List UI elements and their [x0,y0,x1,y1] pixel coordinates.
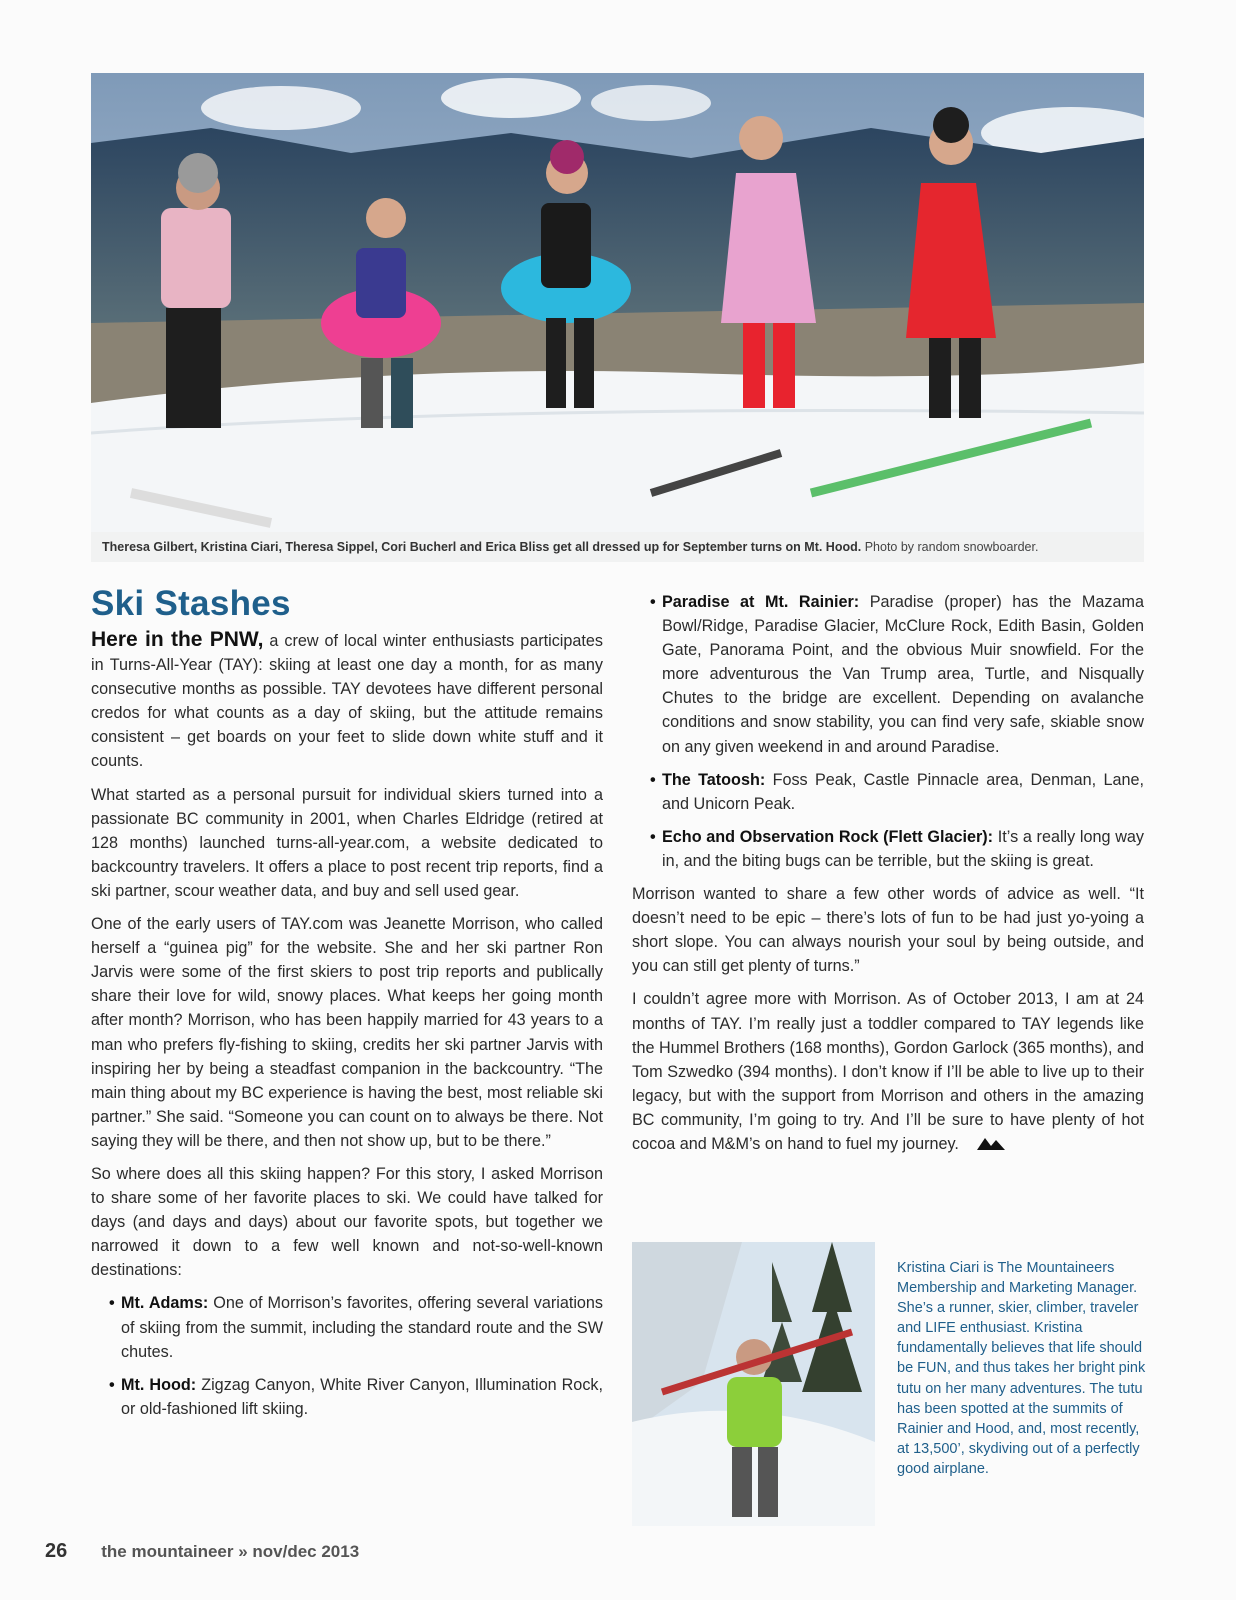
caption-credit: Photo by random snowboarder. [864,540,1039,554]
stash-description: It’s a really long way in, and the biting bugs can be terrible, but the skiing is great. [662,827,1145,870]
page-footer [45,1540,359,1563]
lead-in: Here in the PNW, [91,628,264,651]
page-number: 26 [45,1540,68,1562]
stash-description: Paradise (proper) has the Mazama Bowl/Ridge, Paradise Glacier, McClure Rock, Edith Basin, Golden Gate, Panorama Point, and the obvious Muir snowfield. For the more adventurous the Van Trump area, Turtle, and Nisqually Chutes to the bridge are excellent. Depending on avalanche conditions and snow stability, you can find very safe, skiable snow on any given weekend in and around Paradise. [662,593,1144,756]
list-item [662,825,1144,873]
article-right-column [632,590,1144,1166]
list-item [121,1373,603,1421]
article-left-column [91,580,603,1430]
author-photo [632,1242,875,1526]
stash-list [91,1291,603,1420]
skiers-illustration [91,73,1144,562]
author-illustration [632,1242,875,1526]
hero-photo [91,73,1144,562]
photo-caption [91,532,1144,562]
closing-paragraph [632,987,1144,1156]
paragraph: Morrison wanted to share a few other words of advice as well. “It doesn’t need to be epic – there’s lots of fun to be had just yo-yoing a short slope. You can always nourish your soul by being outside, and you can still get plenty of turns.” [632,885,1144,976]
article-title: Ski Stashes [91,584,291,623]
list-item [662,768,1144,816]
paragraph: What started as a personal pursuit for individual skiers turned into a passionate BC community in 2001, when Charles Eldridge (retired at 128 months) launched turns-all-year.com, a website dedicated to backcountry travelers. It offers a place to post recent trip reports, find a ski partner, scour weather data, and buy and sell used gear. [91,785,603,900]
list-item [662,590,1144,759]
stash-name: Paradise at Mt. Rainier: [662,593,860,611]
author-bio: Kristina Ciari is The Mountaineers Membership and Marketing Manager. She’s a runner, skier, climber, traveler and LIFE enthusiast. Kristina fundamentally believes that life should be FUN, and thus takes her bright pink tutu on her many adventures. The tutu has been spotted at the summits of Rainier and Hood, and, most recently, at 13,500’, skydiving out of a perfectly good airplane. [897,1260,1146,1477]
stash-name: Mt. Hood: [121,1375,197,1394]
caption-people: Theresa Gilbert, Kristina Ciari, Theresa Sippel, Cori Bucherl and Erica Bliss get all dressed up for September turns on Mt. Hood. [102,540,862,554]
intro-paragraph [91,628,603,774]
paragraph: One of the early users of TAY.com was Jeanette Morrison, who called herself a “guinea pig” for the website. She and her ski partner Ron Jarvis were some of the first skiers to post trip reports and publically share their love for wild, snowy places. What keeps her going month after month? Morrison, who has been happily married for 43 years to a man who prefers fly-fishing to skiing, credits her ski partner Jarvis with inspiring her by being a steadfast companion in the backcountry. “The main thing about my BC experience is having the best, most reliable ski partner.” She said. “Someone you can count on to always be there. Not saying they will be there, and then not show up, but to be there.” [91,915,603,1150]
stash-description: Foss Peak, Castle Pinnacle area, Denman, Lane, and Unicorn Peak. [662,770,1144,813]
stash-name: Mt. Adams: [121,1294,209,1313]
stash-description: One of Morrison’s favorites, offering several variations of skiing from the summit, including the standard route and the SW chutes. [121,1294,604,1361]
list-item [121,1291,603,1363]
closing-text: I couldn’t agree more with Morrison. As of October 2013, I am at 24 months of TAY. I’m really just a toddler compared to TAY legends like the Hummel Brothers (168 months), Gordon Garlock (365 months), and Tom Szwedko (394 months). I don’t know if I’ll be able to live up to their legacy, but with the support from Morrison and others in the amazing BC community, I’m going to try. And I’ll be sure to have plenty of hot cocoa and M&M’s on hand to fuel my journey. [632,990,1144,1153]
mountain-end-icon [977,1133,1005,1157]
stash-name: The Tatoosh: [662,770,766,789]
publication-name: the mountaineer » nov/dec 2013 [101,1542,360,1561]
stash-list [632,590,1144,873]
intro-text: a crew of local winter enthusiasts participates in Turns-All-Year (TAY): skiing at least one day a month, for as many consecutive months as possible. TAY devotees have different personal credos for what counts as a day of skiing, but the attitude remains consistent – get boards on your feet to slide down white stuff and it counts. [91,632,604,771]
paragraph: So where does all this skiing happen? For this story, I asked Morrison to share some of her favorite places to ski. We could have talked for days (and days and days) about our favorite spots, but together we narrowed it down to a few well known and not-so-well-known destinations: [91,1164,603,1280]
stash-description: Zigzag Canyon, White River Canyon, Illumination Rock, or old-fashioned lift skiing. [121,1375,603,1418]
stash-name: Echo and Observation Rock (Flett Glacier): [662,827,994,846]
